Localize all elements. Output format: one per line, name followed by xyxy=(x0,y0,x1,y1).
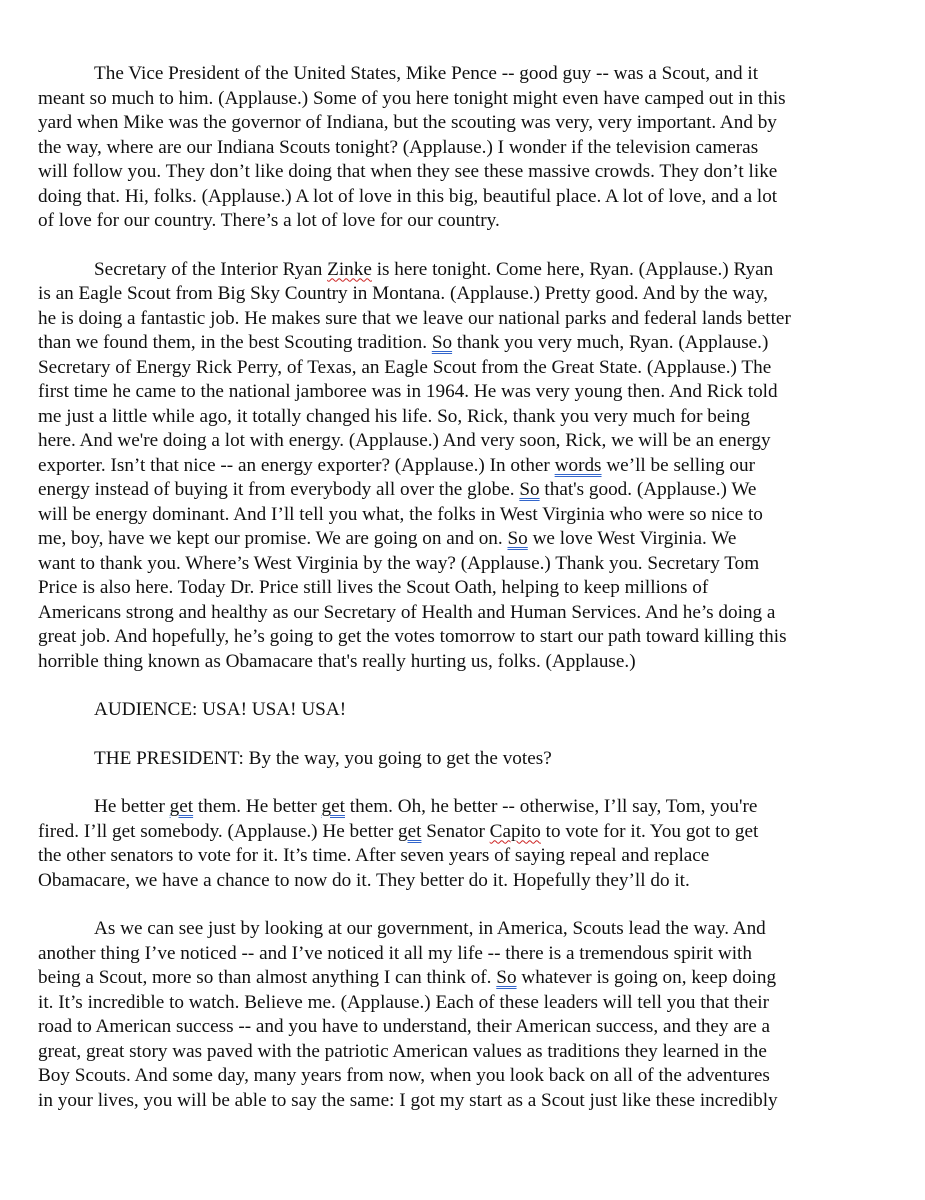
text-run: we’ll be selling our energy instead of buying it from everybody all over the globe. xyxy=(38,454,755,500)
text-run: them. He better xyxy=(193,796,322,817)
text-run: to vote for it. You got to get the other senators to vote for it. It’s time. After seven years of saying repeal and replace Obamacare, we have a chance to now do it. They better do it. Hopefully they’ll do it. xyxy=(38,820,759,891)
paragraph-audience-chant xyxy=(38,698,890,723)
grammar-flagged-word: get xyxy=(321,796,345,817)
text-run: whatever is going on, keep doing it. It’s incredible to watch. Believe me. (Applause.) Each of these leaders will tell you that their road to American success -- and you have to understand, their American success, and they are a great, great story was paved with the patriotic American values as traditions they learned in the Boy Scouts. And some day, many years from now, when you look back on all of the adventures in your lives, you will be able to say the same: I got my start as a Scout just like these incredibly xyxy=(38,967,778,1111)
text-run: AUDIENCE: USA! USA! USA! xyxy=(94,699,347,720)
text-run: As we can see just by looking at our government, in America, Scouts lead the way. And another thing I’ve noticed -- and I’ve noticed it all my life -- there is a tremendous spirit with being a Scout, more so than almost anything I can think of. xyxy=(38,918,766,988)
grammar-flagged-word: So xyxy=(496,967,517,988)
grammar-flagged-word: So xyxy=(507,528,528,549)
text-run: Secretary of the Interior Ryan xyxy=(94,258,328,280)
text-run: He better xyxy=(94,796,170,817)
paragraph-get-the-votes xyxy=(38,795,890,893)
spellcheck-flagged-word: Zinke xyxy=(327,258,372,280)
grammar-flagged-word: So xyxy=(431,332,453,353)
text-run: thank you very much, Ryan. (Applause.) Secretary of Energy Rick Perry, of Texas, an Eagle Scout from the Great State. (Applause.) The first time he came to the national jamboree was in 1964. He was very young then. And Rick told me just a little while ago, it totally changed his life. So, Rick, thank you very much for being here. And we're doing a lot with energy. (Applause.) And very soon, Rick, we will be an energy exporter. Isn’t that nice -- an energy exporter? (Applause.) In other xyxy=(38,332,778,476)
text-run: we love West Virginia. We want to thank you. Where’s West Virginia by the way? (Applause.) Thank you. Secretary Tom Price is also here. Today Dr. Price still lives the Scout Oath, helping to keep millions of Americans strong and healthy as our Secretary of Health and Human Services. And he’s doing a great job. And hopefully, he’s going to get the votes tomorrow to start our path toward killing this horrible thing known as Obamacare that's really hurting us, folks. (Applause.) xyxy=(38,528,787,672)
text-run: is here tonight. Come here, Ryan. (Applause.) Ryan is an Eagle Scout from Big Sky Country in Montana. (Applause.) Pretty good. And by the way, he is doing a fantastic job. He makes sure that we leave our national parks and federal lands better than we found them, in the best Scouting tradition. xyxy=(38,258,791,353)
grammar-flagged-word: So xyxy=(519,479,540,500)
paragraph-cabinet-secretaries xyxy=(38,258,890,675)
paragraph-president-question xyxy=(38,747,890,772)
paragraph-scouts-lead xyxy=(38,917,890,1113)
text-run: that's good. (Applause.) We will be energy dominant. And I’ll tell you what, the folks in West Virginia who were so nice to me, boy, have we kept our promise. We are going on and on. xyxy=(38,479,763,549)
text-run: Senator xyxy=(421,820,490,842)
text-run: them. Oh, he better -- otherwise, I’ll say, Tom, you're fired. I’ll get somebody. (Applause.) He better xyxy=(38,796,758,842)
transcript-body xyxy=(38,62,890,1137)
grammar-flagged-word: words xyxy=(554,454,602,476)
paragraph-pence xyxy=(38,62,890,234)
grammar-flagged-word: get xyxy=(398,820,422,842)
spellcheck-flagged-word: Capito xyxy=(489,820,541,842)
text-run: THE PRESIDENT: By the way, you going to get the votes? xyxy=(94,747,552,769)
grammar-flagged-word: get xyxy=(169,796,194,817)
text-run: The Vice President of the United States, Mike Pence -- good guy -- was a Scout, and it meant so much to him. (Applause.) Some of you here tonight might even have camped out in this yard when Mike was the governor of Indiana, but the scouting was very, very important. And by the way, where are our Indiana Scouts tonight? (Applause.) I wonder if the television cameras will follow you. They don’t like doing that when they see these massive crowds. They don’t like doing that. Hi, folks. (Applause.) A lot of love in this big, beautiful place. A lot of love, and a lot of love for our country. There’s a lot of love for our country. xyxy=(38,63,786,231)
